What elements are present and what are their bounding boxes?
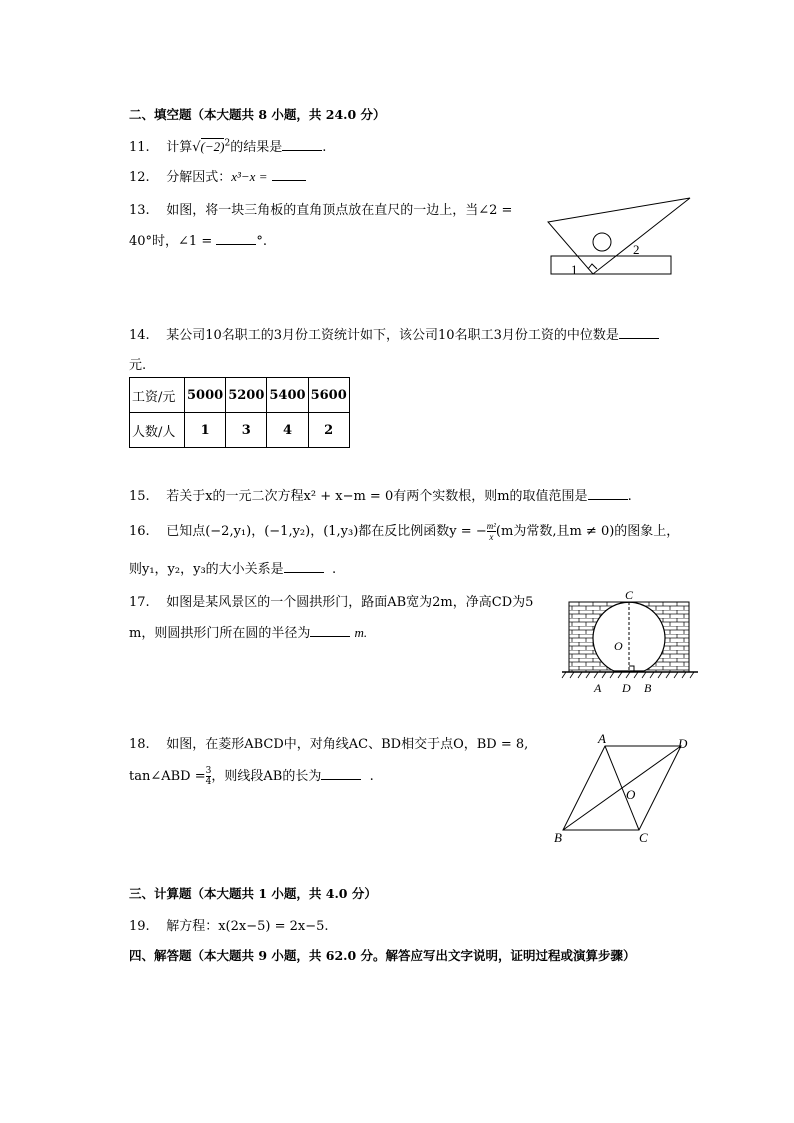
question-number: 18. (129, 737, 150, 752)
rhombus-figure (550, 732, 700, 847)
question-text: °. (256, 234, 268, 249)
question-11 (129, 136, 326, 155)
question-12 (129, 166, 306, 185)
question-number: 13. (129, 203, 150, 218)
punctuation: . (322, 140, 327, 155)
label-d: D (678, 736, 688, 751)
section-3-heading: 三、计算题（本大题共 1 小题，共 4.0 分） (129, 886, 377, 901)
label-c: C (639, 830, 648, 845)
question-text: 则y₁，y₂，y₃的大小关系是 (129, 562, 284, 577)
ground-hatch (562, 672, 694, 678)
wage-cell: 5400 (267, 378, 308, 413)
count-cell: 1 (185, 413, 226, 448)
question-text: 如图，在菱形ABCD中，对角线AC、BD相交于点O，BD = 8, (166, 737, 529, 752)
wage-cell: 5200 (226, 378, 267, 413)
ruler-shape (551, 256, 671, 274)
question-text: (m为常数,且m ≠ 0)的图象上， (495, 524, 680, 539)
answer-blank (284, 560, 324, 573)
question-text: 分解因式： (166, 170, 232, 185)
label-b: B (644, 681, 652, 695)
wage-cell: 5000 (185, 378, 226, 413)
question-text: 某公司10名职工的3月份工资统计如下，该公司10名职工3月份工资的中位数是 (166, 328, 619, 343)
question-number: 12. (129, 170, 150, 185)
question-17-line-1 (129, 591, 533, 610)
question-text: 如图，将一块三角板的直角顶点放在直尺的一边上，当∠2 = (166, 203, 513, 218)
question-text: 如图是某风景区的一个圆拱形门，路面AB宽为2m，净高CD为5 (166, 595, 534, 610)
table-row-head: 人数/人 (130, 413, 185, 448)
label-a: A (594, 681, 602, 695)
answer-blank (588, 487, 628, 500)
question-number: 16. (129, 524, 150, 539)
fraction (487, 521, 496, 542)
question-number: 17. (129, 595, 150, 610)
answer-blank (321, 767, 361, 780)
punctuation: . (627, 489, 632, 504)
exponent: 2 (224, 138, 231, 149)
section-2-heading: 二、填空题（本大题共 8 小题，共 24.0 分） (129, 107, 386, 122)
label-b: B (554, 830, 562, 845)
question-18-line-2 (129, 765, 374, 787)
answer-blank (216, 232, 256, 245)
question-text: 解方程：x(2x−5) = 2x−5. (166, 919, 329, 934)
angle-1-label: 1 (571, 262, 578, 277)
wage-cell: 5600 (308, 378, 349, 413)
table-row (130, 378, 350, 413)
question-15 (129, 485, 632, 504)
question-number: 15. (129, 489, 150, 504)
question-17-line-2 (129, 622, 367, 641)
question-16-line-2 (129, 558, 336, 577)
answer-blank (282, 138, 322, 151)
table-row (130, 413, 350, 448)
sqrt-symbol: √ (192, 140, 201, 155)
label-c: C (625, 588, 634, 602)
question-text: m，则圆拱形门所在圆的半径为 (129, 626, 311, 641)
answer-blank (619, 326, 659, 339)
question-text: 已知点(−2,y₁)，(−1,y₂)，(1,y₃)都在反比例函数y = − (166, 524, 487, 539)
fraction-numerator: m² (486, 521, 496, 531)
wage-table (129, 377, 350, 448)
question-14-line-2: 元. (129, 358, 147, 373)
triangle-hole (593, 233, 611, 251)
fraction-numerator: 3 (205, 766, 212, 776)
question-16-line-1 (129, 520, 679, 542)
table-row-head: 工资/元 (130, 378, 185, 413)
answer-blank (272, 168, 306, 181)
section-4-heading: 四、解答题（本大题共 9 小题，共 62.0 分。解答应写出文字说明，证明过程或演算步骤） (129, 948, 636, 963)
question-number: 11. (129, 140, 150, 155)
question-text: 的结果是 (230, 140, 283, 155)
label-a: A (598, 731, 606, 746)
diagonal-bd (563, 746, 681, 830)
radicand: (−2) (200, 139, 225, 154)
question-text: ，则线段AB的长为 (211, 769, 322, 784)
arch-gate-figure (562, 586, 702, 696)
question-text: tan∠ABD = (129, 769, 206, 784)
question-18-line-1 (129, 733, 528, 752)
angle-2-label: 2 (633, 242, 640, 257)
question-14-line-1 (129, 324, 659, 343)
unit: m. (354, 625, 368, 640)
fraction-denominator: 4 (205, 777, 212, 787)
question-text: 计算 (166, 140, 193, 155)
count-cell: 4 (267, 413, 308, 448)
fraction-denominator: x (489, 532, 494, 542)
punctuation: . (331, 562, 337, 577)
question-text: 40°时，∠1 = (129, 234, 213, 249)
label-o: O (614, 639, 623, 653)
triangle-ruler-figure (548, 194, 694, 278)
question-13-line-1 (129, 199, 512, 218)
question-number: 14. (129, 328, 150, 343)
expression: x³−x = (231, 169, 268, 184)
count-cell: 2 (308, 413, 349, 448)
question-19 (129, 915, 329, 934)
answer-blank (310, 624, 350, 637)
punctuation: . (369, 769, 374, 784)
question-text: 若关于x的一元二次方程x² + x−m = 0有两个实数根，则m的取值范围是 (166, 489, 588, 504)
count-cell: 3 (226, 413, 267, 448)
label-d: D (622, 681, 631, 695)
question-number: 19. (129, 919, 150, 934)
question-13-line-2 (129, 230, 267, 249)
label-o: O (626, 787, 636, 802)
